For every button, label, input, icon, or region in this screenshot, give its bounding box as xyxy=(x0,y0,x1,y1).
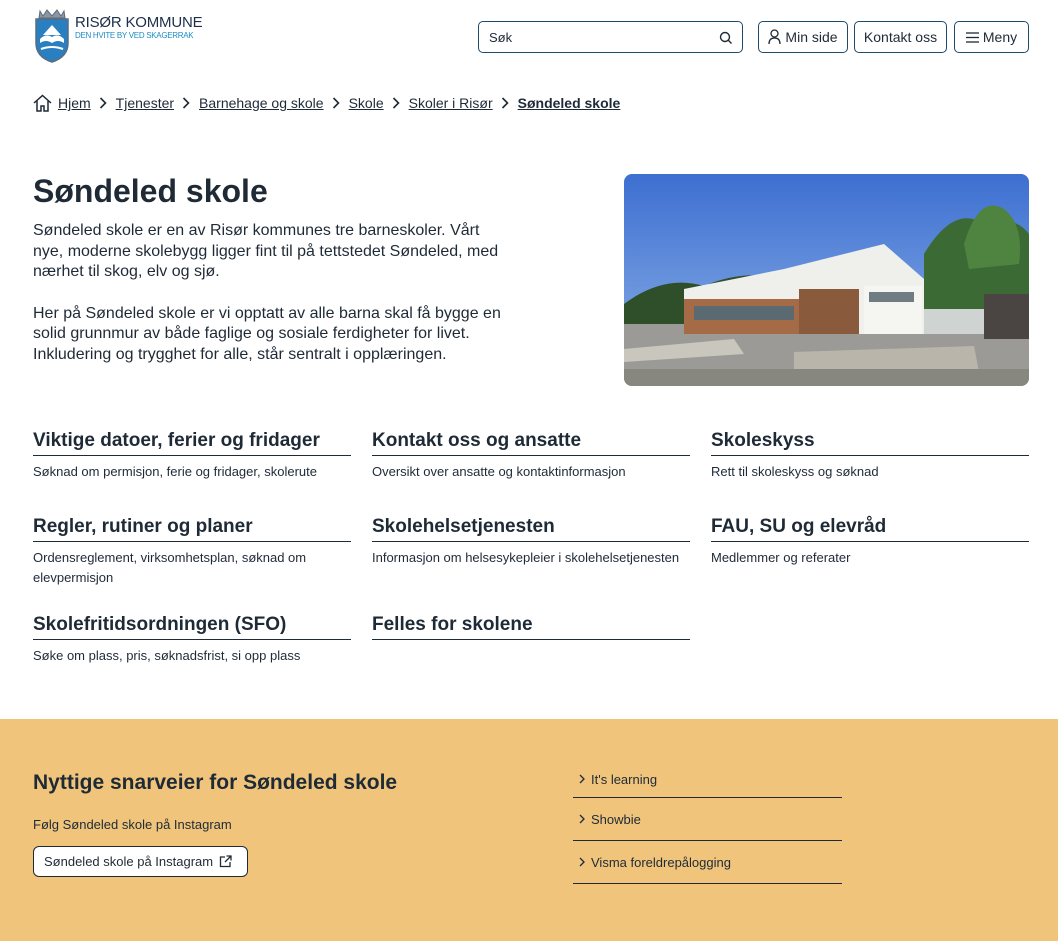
breadcrumb-skole[interactable]: Skole xyxy=(348,95,384,111)
shortcut-label: Visma foreldrepålogging xyxy=(591,854,731,870)
card-description: Ordensreglement, virksomhetsplan, søknad om elevpermisjon xyxy=(33,550,307,585)
shortcut-its-learning[interactable] xyxy=(573,761,842,798)
instagram-button-label: Søndeled skole på Instagram xyxy=(44,854,214,869)
chevron-right-icon xyxy=(99,97,107,109)
instagram-button[interactable] xyxy=(33,846,248,877)
card-skolehelsetjenesten xyxy=(372,516,690,568)
card-fau-su-elevrad xyxy=(711,516,1029,568)
card-title-link[interactable]: Skolefritidsordningen (SFO) xyxy=(33,614,351,640)
chevron-right-icon xyxy=(579,814,585,824)
card-description: Rett til skoleskyss og søknad xyxy=(711,464,879,479)
shortcut-visma[interactable] xyxy=(573,841,842,884)
card-felles-for-skolene xyxy=(372,614,690,640)
search-input[interactable] xyxy=(489,30,709,45)
logo-tagline: DEN HVITE BY VED SKAGERRAK xyxy=(75,31,194,40)
intro-paragraph-1: Søndeled skole er en av Risør kommunes tre barneskoler. Vårt nye, moderne skolebygg ligger fint til på tettstedet Søndeled, med nærhet til skog, elv og sjø. xyxy=(33,222,499,281)
kontakt-oss-label: Kontakt oss xyxy=(863,29,938,45)
menu-button[interactable] xyxy=(954,21,1029,53)
hamburger-icon xyxy=(966,32,979,43)
coat-of-arms-icon xyxy=(33,5,71,63)
breadcrumb xyxy=(33,92,620,114)
logo-name: RISØR KOMMUNE xyxy=(75,14,203,31)
card-description: Søke om plass, pris, søknadsfrist, si opp plass xyxy=(33,648,301,663)
breadcrumb-barnehage-og-skole[interactable]: Barnehage og skole xyxy=(199,95,324,111)
card-title-link[interactable]: Skolehelsetjenesten xyxy=(372,516,690,542)
site-header xyxy=(0,0,1058,80)
card-description: Søknad om permisjon, ferie og fridager, skolerute xyxy=(33,464,317,479)
school-photo xyxy=(624,174,1029,386)
card-title-link[interactable]: FAU, SU og elevråd xyxy=(711,516,1029,542)
card-regler xyxy=(33,516,351,588)
menu-label: Meny xyxy=(982,29,1018,45)
card-description: Informasjon om helsesykepleier i skolehelsetjenesten xyxy=(372,550,680,565)
min-side-label: Min side xyxy=(785,29,838,45)
chevron-right-icon xyxy=(332,97,340,109)
page-title: Søndeled skole xyxy=(33,173,268,209)
breadcrumb-skoler-i-risor[interactable]: Skoler i Risør xyxy=(408,95,493,111)
instagram-text: Følg Søndeled skole på Instagram xyxy=(33,817,232,832)
min-side-button[interactable] xyxy=(758,21,848,53)
logo[interactable] xyxy=(33,5,202,63)
intro-paragraph-2: Her på Søndeled skole er vi opptatt av alle barna skal få bygge en solid grunnmur av både faglige og sosiale ferdigheter for livet. Inkludering og trygghet for alle, står sentralt i opplæringen. xyxy=(33,304,501,363)
home-icon[interactable] xyxy=(33,94,52,112)
shortcuts-title: Nyttige snarveier for Søndeled skole xyxy=(33,771,398,794)
card-description: Medlemmer og referater xyxy=(711,550,851,565)
breadcrumb-current[interactable]: Søndeled skole xyxy=(517,95,621,111)
card-kontakt-oss xyxy=(372,430,690,482)
shortcut-label: Showbie xyxy=(591,811,641,827)
search-icon[interactable] xyxy=(719,31,733,45)
intro xyxy=(33,172,503,366)
shortcuts-section xyxy=(0,719,1058,941)
chevron-right-icon xyxy=(392,97,400,109)
chevron-right-icon xyxy=(579,774,585,784)
card-description: Oversikt over ansatte og kontaktinformasjon xyxy=(372,464,626,479)
card-title-link[interactable]: Felles for skolene xyxy=(372,614,690,640)
card-title-link[interactable]: Kontakt oss og ansatte xyxy=(372,430,690,456)
user-icon xyxy=(768,29,781,45)
card-skoleskyss xyxy=(711,430,1029,482)
card-title-link[interactable]: Skoleskyss xyxy=(711,430,1029,456)
shortcut-label: It's learning xyxy=(591,771,658,787)
chevron-right-icon xyxy=(579,857,585,867)
card-title-link[interactable]: Viktige datoer, ferier og fridager xyxy=(33,430,351,456)
breadcrumb-hjem[interactable]: Hjem xyxy=(58,95,91,111)
external-link-icon xyxy=(219,855,232,868)
card-sfo xyxy=(33,614,351,666)
chevron-right-icon xyxy=(182,97,190,109)
card-viktige-datoer xyxy=(33,430,351,482)
kontakt-oss-button[interactable] xyxy=(854,21,947,53)
shortcut-links xyxy=(573,761,842,884)
search-box xyxy=(478,21,743,53)
card-title-link[interactable]: Regler, rutiner og planer xyxy=(33,516,351,542)
breadcrumb-tjenester[interactable]: Tjenester xyxy=(115,95,175,111)
shortcut-showbie[interactable] xyxy=(573,798,842,841)
chevron-right-icon xyxy=(501,97,509,109)
